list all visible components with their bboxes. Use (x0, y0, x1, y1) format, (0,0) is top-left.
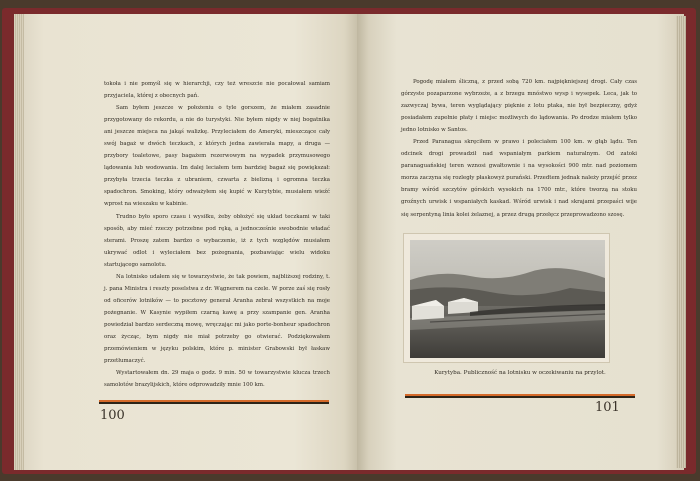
right-page (357, 14, 684, 470)
paragraph: Przed Paranagua skręciłem w prawo i poleciałem 100 km. w głąb lądu. Ten odcinek drogi prowadził nad wspaniałym parkiem naturalnym. Od zatoki paranaguańskiej teren wznosi gwałtownie i na wysokości 900 mtr. nad poziomem morza zaczyna się rozległy płaskowyż purański. Przedtem jednak należy przejść przez bramy wśród szczytów górskich wysokich na 1700 mtr., które tworzą na stoku groźnych urwisk i wspaniałych kaskad. Wśród urwisk i nad skrajami przepaści wije się serpentyną linia kolei żelaznej, a przez drugą przełęcz przeprowadzono szosę. (401, 139, 637, 218)
paragraph: tokoła i nie pomyśl się w hierarchji, czy też wreszcie nie pocałowal samiam przyjaciela, której z obecnych pań. (104, 81, 330, 100)
left-page (14, 14, 357, 470)
paragraph: Pogodę miałem śliczną, z przed sobą 720 km. najpiękniejszej drogi. Cały czas górzyste pozaparzone wybrzeże, a z brzegu mnóstwo wysp i wysepek. Leca, jak to zazwyczaj bywa, teren wyglądający pięknie z lotu ptaka, nie był bezpieczny, gdyż posiadałem zupełnie płaty i miejsc możliwych do lądowania. Po drodze miałem tylko jedno lotnisko w Santos. (401, 79, 637, 134)
photo-caption: Kurytyba. Publiczność na lotnisku w oczekiwaniu na przylot. (434, 370, 606, 376)
left-page-text (104, 78, 330, 391)
right-page-text (401, 76, 637, 221)
footer-rule (405, 394, 635, 398)
page-number: 100 (100, 408, 125, 423)
paragraph: Sam byłem jeszcze w położeniu o tyle gorszem, że miałem zasadnie przygotowany do rekordu, a nie do turystyki. Nie byłem nigdy w niej bogatnika ani jeszcze miejsca na jakąś walizkę. Przyleciałem do Ameryki, mieszczące cały swój bagaż w dwóch teczkach, z których jedna zawierała mapy, a druga — przybory toaletowe, pasy bagażem rezerwowym na wypadek przymusowego lądowania lub wodowania. Im dalej leciałem tem bardziej bagaż się powiększał: przybyła trzecia teczka z ubraniem, czwarta z bielizną i ogromna teczka spadochron. Smoking, który odważyłem się kupić w Kurytybie, musiałem wieźć wprost na wieszaku w kabinie. (104, 105, 330, 208)
photo-frame (403, 233, 610, 363)
paragraph: Trudno było sporo czasu i wysiłku, żeby obłożyć się układ teczkami w taki sposób, aby mieć rzeczy potrzebne pod ręką, a jednocześnie swobodnie władać sterami. Proszę zatem bardzo o wybaczenie, iż z tych względów musiałem ukrywać odlot i wyleciałem bez pożegnania, pozbawiając wielu widoku startującego samolotu. (104, 213, 330, 268)
paragraph: Wystartowałem dn. 29 maja o godz. 9 min. 50 w towarzystwie klucza trzech samolotów brazylijskich, które odprowadziły mnie 100 km. (104, 370, 330, 389)
footer-rule (99, 400, 329, 404)
airfield-photo (410, 240, 605, 358)
page-edges-left (14, 14, 24, 470)
paragraph: Na lotnisko udałem się w towarzystwie, że tak powiem, najbliższej rodziny, t. j. pana Ministra i reszty poselstwa z dr. Wągnerem na czele. W porze zaś się rosły od oficerów lotników — to pocztowy generał Aranha zebrał wszystkich na moje pożegnanie. W Kasynie wypiłem czarną kawę a przy szampanie gen. Aranha powiedział bardzo serdeczną mowę, wręczając mi jako porte-bonheur spadochron oraz życząc, bym nigdy nie miał potrzeby go otwierać. Podziękowałem przemówieniem w języku polskim, które p. minister Grabowski był łaskaw przetłumaczyć. (104, 273, 330, 365)
page-edges-right (676, 16, 686, 468)
page-number: 101 (595, 400, 620, 415)
